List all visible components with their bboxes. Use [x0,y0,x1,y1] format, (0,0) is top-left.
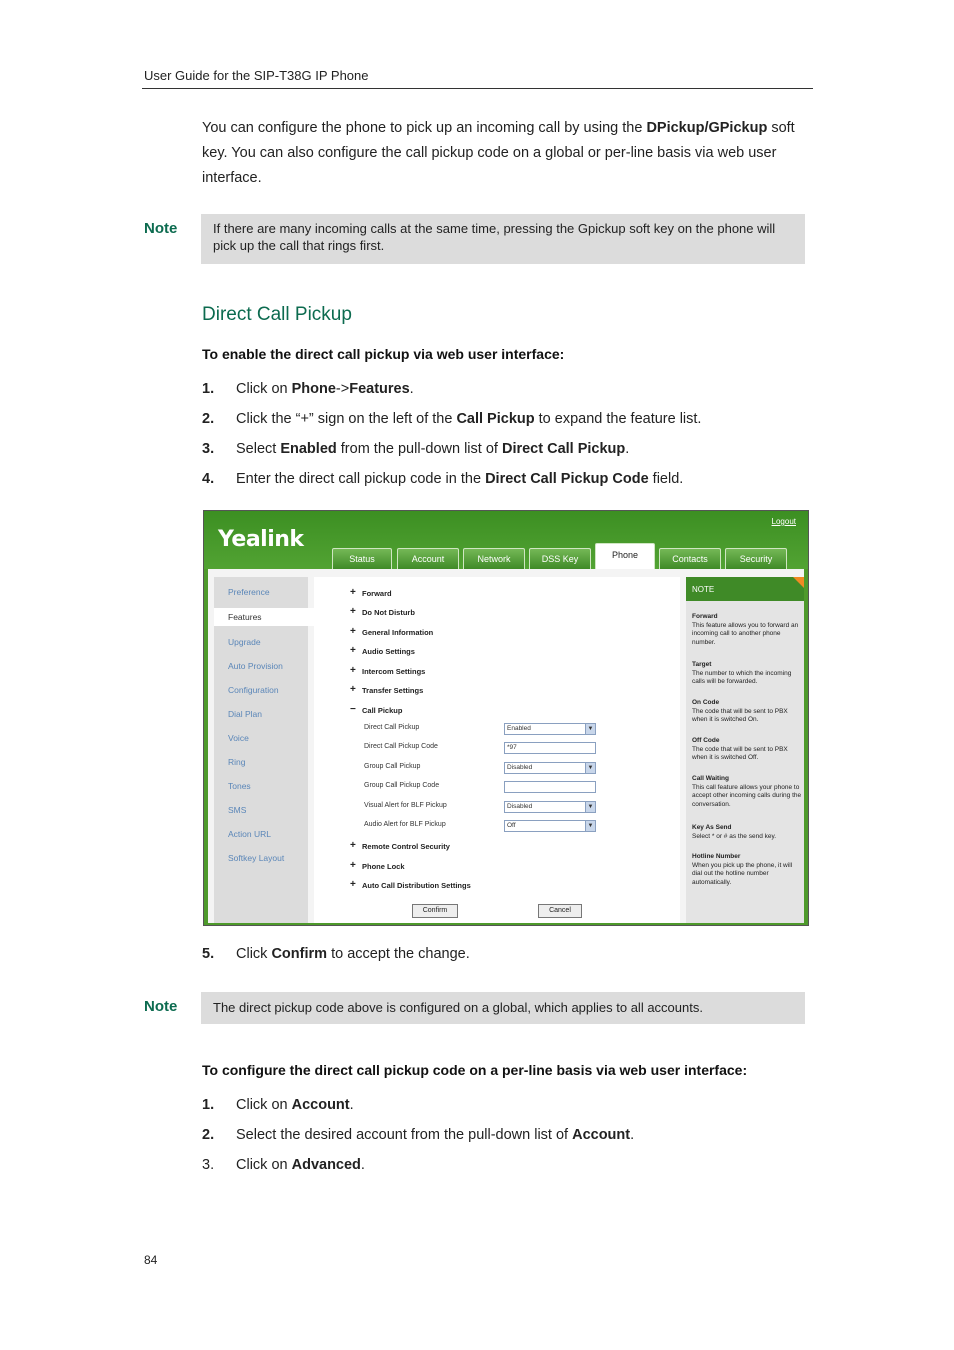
field-label: Group Call Pickup Code [364,782,440,789]
visual-alert-blf-select[interactable]: Disabled ▼ [504,801,596,813]
tab-status[interactable]: Status [332,548,392,569]
field-label: Direct Call Pickup Code [364,743,438,750]
section-phone-lock[interactable]: + Phone Lock [350,860,405,871]
cancel-button[interactable]: Cancel [538,904,582,918]
section-general-information[interactable]: + General Information [350,626,434,637]
note-pane-title: NOTE [686,577,804,601]
nav-sms[interactable]: SMS [228,805,247,815]
logout-link[interactable]: Logout [771,517,796,526]
banner [204,511,808,569]
direct-call-pickup-code-input[interactable]: *97 [504,742,596,754]
field-label: Group Call Pickup [364,763,421,770]
field-label: Visual Alert for BLF Pickup [364,802,447,809]
group-call-pickup-code-input[interactable] [504,781,596,793]
direct-call-pickup-select[interactable]: Enabled ▼ [504,723,596,735]
chevron-down-icon: ▼ [585,724,595,734]
intro-text-2: soft key. You can also configure the call pickup code on a global or per-line basis via web user interface. [202,120,795,186]
confirm-button[interactable]: Confirm [412,904,458,918]
note-box: If there are many incoming calls at the same time, pressing the Gpickup soft key on the phone will pick up the call that rings first. [201,214,805,264]
note-box: The direct pickup code above is configured on a global, which applies to all accounts. [201,992,805,1024]
intro-softkey: DPickup/GPickup [646,120,768,136]
step-item: 5. Click Confirm to accept the change. [202,946,470,962]
nav-softkey-layout[interactable]: Softkey Layout [228,853,285,863]
procedure-heading: To enable the direct call pickup via web user interface: [202,346,565,362]
expand-icon: + [350,626,356,637]
tab-network[interactable]: Network [463,548,525,569]
note-entry: On Code The code that will be sent to PBX when it is switched On. [692,699,788,723]
intro-paragraph [202,116,812,191]
step-item: 2. Click the “+” sign on the left of the Call Pickup to expand the feature list. [202,411,702,427]
collapse-icon: − [350,704,356,715]
nav-dial-plan[interactable]: Dial Plan [228,709,263,719]
expand-icon: + [350,587,356,598]
field-label: Audio Alert for BLF Pickup [364,821,446,828]
note-corner-icon [793,577,804,588]
tab-security[interactable]: Security [725,548,787,569]
section-remote-control-security[interactable]: + Remote Control Security [350,840,450,851]
running-header: User Guide for the SIP-T38G IP Phone [144,68,369,83]
expand-icon: + [350,645,356,656]
expand-icon: + [350,665,356,676]
note-entry: Hotline Number When you pick up the phone, it will dial out the hotline number automatically. [692,853,793,886]
section-forward[interactable]: + Forward [350,587,392,598]
chevron-down-icon: ▼ [585,763,595,773]
chevron-down-icon: ▼ [585,802,595,812]
expand-icon: + [350,606,356,617]
step-item: 3. Click on Advanced. [202,1157,365,1173]
tab-contacts[interactable]: Contacts [659,548,721,569]
section-do-not-disturb[interactable]: + Do Not Disturb [350,606,415,617]
step-item: 4. Enter the direct call pickup code in the Direct Call Pickup Code field. [202,471,684,487]
note-entry: Target The number to which the incoming calls will be forwarded. [692,661,792,685]
note-entry: Call Waiting This call feature allows your phone to accept other incoming calls during the conversation. [692,775,802,808]
features-panel [314,577,680,923]
note-label: Note [144,220,178,237]
step-item: 1. Click on Account. [202,1097,354,1113]
tab-dss-key[interactable]: DSS Key [529,548,591,569]
expand-icon: + [350,840,356,851]
side-nav [214,577,308,923]
expand-icon: + [350,860,356,871]
header-rule [142,88,813,89]
web-ui-screenshot [203,510,809,926]
tab-account[interactable]: Account [397,548,459,569]
step-item: 1. Click on Phone->Features. [202,381,414,397]
nav-preference[interactable]: Preference [228,587,270,597]
note-pane [686,577,804,923]
note-entry: Off Code The code that will be sent to PBX when it is switched Off. [692,737,788,761]
step-item: 3. Select Enabled from the pull-down list of Direct Call Pickup. [202,441,630,457]
chevron-down-icon: ▼ [585,821,595,831]
content-area [208,569,804,923]
nav-features[interactable]: Features [214,608,314,626]
nav-configuration[interactable]: Configuration [228,685,279,695]
section-audio-settings[interactable]: + Audio Settings [350,645,415,656]
note-label: Note [144,998,178,1015]
section-transfer-settings[interactable]: + Transfer Settings [350,684,424,695]
tab-phone[interactable]: Phone [595,543,655,569]
nav-tones[interactable]: Tones [228,781,251,791]
step-item: 2. Select the desired account from the pull-down list of Account. [202,1127,635,1143]
section-intercom-settings[interactable]: + Intercom Settings [350,665,426,676]
section-title: Direct Call Pickup [202,304,352,325]
nav-ring[interactable]: Ring [228,757,246,767]
nav-voice[interactable]: Voice [228,733,249,743]
expand-icon: + [350,684,356,695]
note-entry: Forward This feature allows you to forward an incoming call to another phone number. [692,613,799,646]
nav-auto-provision[interactable]: Auto Provision [228,661,283,671]
audio-alert-blf-select[interactable]: Off ▼ [504,820,596,832]
field-label: Direct Call Pickup [364,724,420,731]
nav-upgrade[interactable]: Upgrade [228,637,261,647]
section-call-pickup[interactable]: − Call Pickup [350,704,403,715]
nav-action-url[interactable]: Action URL [228,829,271,839]
intro-text-1: You can configure the phone to pick up an incoming call by using the [202,120,647,136]
note-entry: Key As Send Select * or # as the send key. [692,824,777,840]
section-auto-call-distribution[interactable]: + Auto Call Distribution Settings [350,879,471,890]
expand-icon: + [350,879,356,890]
procedure-heading: To configure the direct call pickup code on a per-line basis via web user interface: [202,1062,748,1078]
yealink-logo: Yealink [218,527,304,552]
page-number: 84 [144,1253,158,1267]
group-call-pickup-select[interactable]: Disabled ▼ [504,762,596,774]
